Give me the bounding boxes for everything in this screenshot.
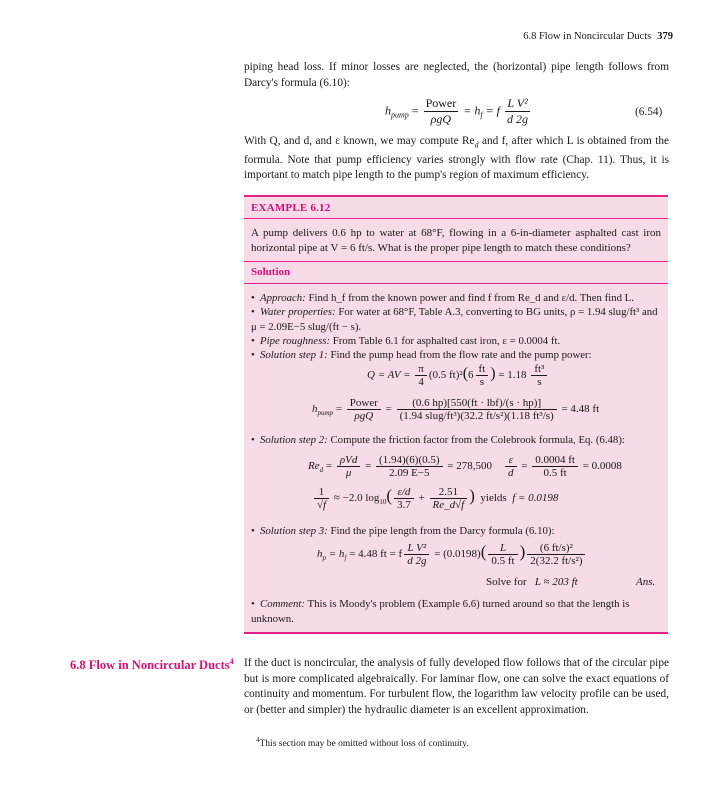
example-bottom-rule <box>244 632 668 634</box>
equation-pump-head: $h_{pump}$ = $\frac{\text{Power}}{\text{ρgQ}}$ = $\frac{\text{(0.6 hp)[550(ft · lbf)/(s · hp)]}}{\text{(1.94 slug/ft³)(32.2 ft/s²)(1.18 ft³/s)}}$ = 4.48 ft <box>312 397 600 422</box>
example-top-rule <box>244 195 668 197</box>
bullet-comment: • Comment: This is Moody's problem (Example 6.6) turned around so that the length is unknown. <box>251 598 630 625</box>
equation-colebrook: $\frac{1}{√f}$ ≈ −2.0 $\log_{10}$( $\frac{\varepsilon/d}{3.7}$ + $\frac{2.51}{Re\_d√f}$ ) yields f = 0.0198 <box>312 486 558 511</box>
intro-paragraph: piping head loss. If minor losses are neglected, the (horizontal) pipe length follows from Darcy's formula (6.10): <box>244 61 669 89</box>
example-problem-rule <box>244 261 668 262</box>
example-title-rule <box>244 218 668 219</box>
bullet-step-2: • Solution step 2: Compute the friction factor from the Colebrook formula, Eq. (6.48): <box>251 434 625 446</box>
answer-label: Ans. <box>636 576 656 588</box>
section-paragraph: If the duct is noncircular, the analysis of fully developed flow follows that of the circular pipe but is more complicated algebraically. For laminar flow, one can solve the exact equations of continuity and momentum. For turbulent flow, the logarithm law velocity profile can be used, or (better and simpler) the hydraulic diameter is an excellent approximation. <box>244 657 669 716</box>
bullet-pipe-roughness: • Pipe roughness: From Table 6.1 for asphalted cast iron, ε = 0.0004 ft. <box>251 335 561 347</box>
equation-6-54: $h_{pump}$ = $\frac{\text{Power}}{\text{ρgQ}}$ = $h_f = f$ $\frac{\text{L V²}}{d 2g}$ <box>385 96 529 126</box>
running-header <box>478 31 673 42</box>
eq-fraction: $\frac{\text{Power}}{\text{ρgQ}}$ <box>425 96 457 126</box>
example-title: EXAMPLE 6.12 <box>251 202 331 214</box>
equation-length: $h_p = h_f = 4.48$ ft = f $\frac{\text{L V²}}{d 2g}$ = (0.0198)( $\frac{L}{0.5 ft}$ ) $\frac{\text{(6 ft/s)²}}{\text{2(32.2 ft/s²)}}$ <box>317 542 587 567</box>
page-number: 379 <box>657 31 673 42</box>
bullet-step-1: • Solution step 1: Find the pump head from the flow rate and the pump power: <box>251 349 592 361</box>
equation-reynolds: $Re_d$ = $\frac{\text{ρVd}}{\mu}$ = $\frac{(1.94)(6)(0.5)}{2.09 E-5}$ = 278,500 $\frac{\varepsilon}{d}$ = $\frac{0.0004 ft}{0.5 ft}$ = 0.0008 <box>308 454 622 479</box>
bullet-water-properties: • Water properties: For water at 68°F, Table A.3, converting to BG units, ρ = 1.94 slug/ft³ and μ = 2.09E−5 slug/(ft − s). <box>251 306 658 333</box>
solution-title: Solution <box>251 266 291 278</box>
section-heading: 6.8 Flow in Noncircular Ducts$^4$ <box>70 657 234 673</box>
equation-number: (6.54) <box>635 106 663 118</box>
example-problem: A pump delivers 0.6 hp to water at 68°F, flowing in a 6-in-diameter asphalted cast iron horizontal pipe at V = 6 ft/s. What is the proper pipe length to match these conditions? <box>251 227 661 254</box>
solve-line: Solve for L ≈ 203 ft <box>486 576 578 588</box>
bullet-approach: • Approach: Find h_f from the known power and find f from Re_d and ε/d. Then find L. <box>251 292 634 304</box>
bullet-step-3: • Solution step 3: Find the pipe length from the Darcy formula (6.10): <box>251 525 555 537</box>
footnote: $^4$This section may be omitted without loss of continuity. <box>256 736 469 750</box>
solution-rule <box>244 283 668 284</box>
equation-flow-rate: Q = AV = $\frac{\pi}{4}$ (0.5 ft)²(6 $\frac{ft}{s}$ ) = 1.18 $\frac{\text{ft³}}{s}$ <box>367 363 549 388</box>
after-equation-paragraph: With Q, and d, and ε known, we may compute $Re_d$ and f, after which L is obtained from the formula. Note that pump efficiency varies strongly with flow rate (Chap. 11). Thus, it is important to match pipe length to the pump's region of maximum efficiency. <box>244 135 669 182</box>
header-section-title: 6.8 Flow in Noncircular Ducts <box>523 31 652 42</box>
eq-fraction: $\frac{\text{L V²}}{d 2g}$ <box>507 96 529 126</box>
